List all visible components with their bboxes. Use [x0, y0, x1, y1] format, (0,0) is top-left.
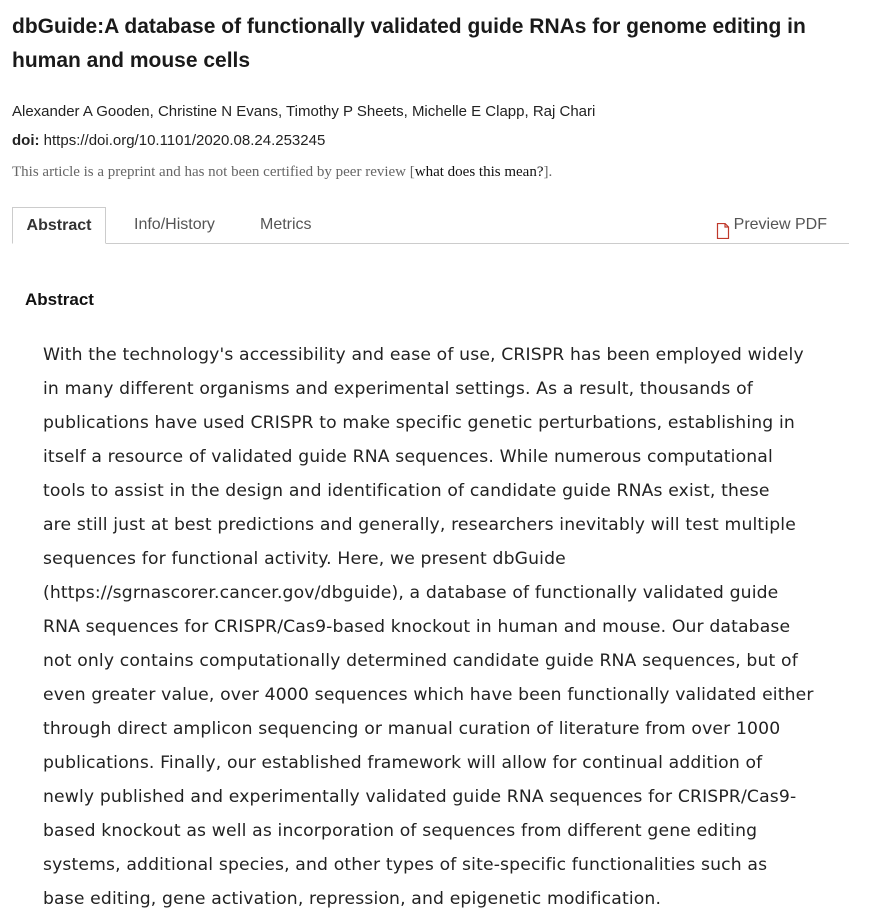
preprint-note — [12, 162, 552, 182]
abstract-line: base editing, gene activation, repression, and epigenetic modification. — [43, 889, 662, 909]
tab-abstract[interactable]: Abstract — [12, 207, 106, 244]
abstract-line: through direct amplicon sequencing or manual curation of literature from over 1000 — [43, 719, 781, 739]
preview-pdf-link[interactable] — [716, 207, 827, 243]
author-list: Alexander A Gooden, Christine N Evans, Timothy P Sheets, Michelle E Clapp, Raj Chari — [12, 103, 596, 120]
abstract-line: itself a resource of validated guide RNA sequences. While numerous computational — [43, 447, 773, 467]
what-does-this-mean-link[interactable]: what does this mean? — [414, 164, 544, 180]
tab-info-history[interactable]: Info/History — [134, 216, 215, 233]
abstract-line: RNA sequences for CRISPR/Cas9-based knockout in human and mouse. Our database — [43, 617, 791, 637]
abstract-line: publications. Finally, our established framework will allow for continual addition of — [43, 753, 763, 773]
abstract-line: tools to assist in the design and identification of candidate guide RNAs exist, these — [43, 481, 770, 501]
article-tabs — [12, 207, 849, 244]
doi-line — [12, 131, 325, 151]
abstract-line: based knockout as well as incorporation of sequences from different gene editing — [43, 821, 758, 841]
preview-pdf-label: Preview PDF — [733, 216, 827, 233]
doi-value: https://doi.org/10.1101/2020.08.24.253245 — [43, 132, 326, 149]
abstract-line: sequences for functional activity. Here, we present dbGuide — [43, 549, 566, 569]
abstract-line: even greater value, over 4000 sequences which have been functionally validated either — [43, 685, 814, 705]
doi-label: doi: — [12, 132, 40, 149]
abstract-line: With the technology's accessibility and ease of use, CRISPR has been employed widely — [43, 345, 804, 365]
abstract-line: in many different organisms and experimental settings. As a result, thousands of — [43, 379, 753, 399]
abstract-line: publications have used CRISPR to make specific genetic perturbations, establishing in — [43, 413, 795, 433]
preprint-note-suffix: ]. — [543, 164, 553, 180]
abstract-line: not only contains computationally determined candidate guide RNA sequences, but of — [43, 651, 798, 671]
abstract-line: systems, additional species, and other types of site-specific functionalities such as — [43, 855, 768, 875]
article-title: dbGuide:A database of functionally validated guide RNAs for genome editing in human and mouse cells — [12, 15, 806, 72]
preprint-note-prefix: This article is a preprint and has not been certified by peer review [ — [12, 164, 415, 180]
tab-metrics[interactable]: Metrics — [260, 216, 312, 233]
abstract-heading: Abstract — [25, 290, 94, 309]
abstract-body — [43, 338, 833, 916]
pdf-file-icon — [716, 217, 730, 233]
abstract-line: (https://sgrnascorer.cancer.gov/dbguide), a database of functionally validated guide — [43, 583, 779, 603]
abstract-line: are still just at best predictions and generally, researchers inevitably will test multiple — [43, 515, 796, 535]
abstract-line: newly published and experimentally validated guide RNA sequences for CRISPR/Cas9- — [43, 787, 797, 807]
